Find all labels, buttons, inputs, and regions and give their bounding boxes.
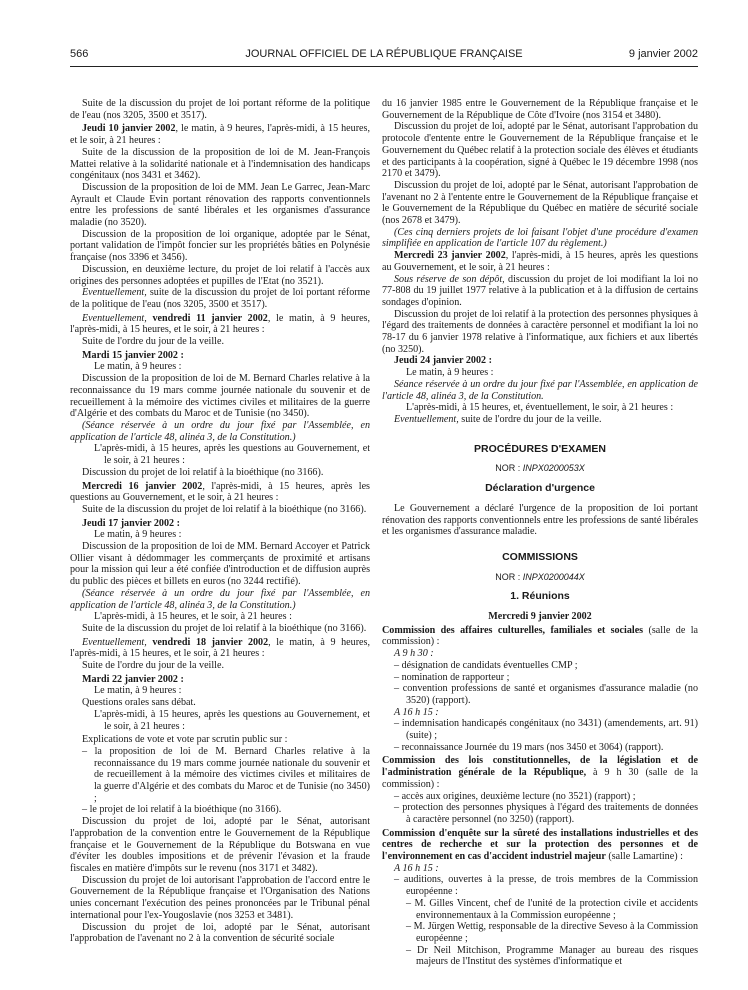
subsection-heading-reunions: 1. Réunions — [510, 590, 570, 603]
italic-lead: Sous réserve de son dépôt, — [394, 273, 505, 285]
paragraph: Suite de l'ordre du jour de la veille. — [82, 660, 224, 672]
session-time: L'après-midi, à 15 heures, après les questions au Gouvernement, et le soir, à 21 heures : — [94, 443, 370, 467]
paragraph: Discussion de la proposition de loi de M. Bernard Charles relative à la reconnaissance du 19 mars comme journée nationale du souvenir et de recueillement à la mémoire des victimes civiles et militaires de la guerre d'Algérie et des combats du Maroc et de Tunisie (no 3450). — [70, 373, 370, 420]
spacer — [382, 426, 698, 444]
paragraph: Discussion de la proposition de loi de MM. Bernard Accoyer et Patrick Ollier visant à dédommager les commerçants de proximité et artisans pour la mission qui leur a été confiée d'introduction et de diffusion auprès du public des pièces et billets en euros (no 3244 rectifié). — [70, 541, 370, 588]
nor-label: NOR : — [495, 463, 521, 474]
left-column — [70, 98, 370, 945]
meeting-time: A 16 h 15 : — [394, 706, 439, 718]
meeting-date: Mercredi 9 janvier 2002 — [488, 611, 592, 623]
sub-list-item: – Dr Neil Mitchison, Programme Manager au bureau des risques majeurs de l'Institut des systèmes d'informatique et — [406, 944, 698, 968]
header-rule — [70, 66, 698, 67]
agenda-date: Mardi 22 janvier 2002 : — [82, 673, 184, 685]
paragraph: Discussion du projet de loi, adopté par le Sénat, autorisant l'approbation de l'avenant no 2 à la convention de sécurité sociale — [70, 921, 370, 945]
paragraph: Discussion de la proposition de loi de MM. Jean Le Garrec, Jean-Marc Ayrault et Claude Evin portant rénovation des rapports conventionnels entre les professions de santé libérales et les organismes d'assurance maladie (no 3520). — [70, 181, 370, 229]
list-item: – accès aux origines, deuxième lecture (no 3521) (rapport) ; — [394, 790, 636, 802]
agenda-day — [70, 123, 370, 146]
spacer — [382, 538, 698, 552]
agenda-date: vendredi 11 janvier 2002 — [146, 312, 268, 324]
paragraph: Suite de la discussion du projet de loi relatif à la bioéthique (no 3166). — [82, 622, 367, 634]
paragraph: Discussion du projet de loi, adopté par le Sénat, autorisant l'approbation de la convention entre le Gouvernement de la République française et le Gouvernement de la République du Botswana en vue d'éviter les doubles impositions et de prévenir l'évasion et la fraude fiscales en matière d'impôts sur le revenu (nos 3171 et 3482). — [70, 816, 370, 874]
agenda-times: , le matin, à 9 heures, l'après-midi, à 15 heures, et le soir, à 21 heures : — [70, 636, 370, 660]
paragraph: Discussion, en deuxième lecture, du projet de loi relatif à l'accès aux origines des personnes adoptées et pupilles de l'Etat (no 3521). — [70, 263, 370, 287]
list-item: – reconnaissance Journée du 19 mars (nos 3450 et 3064) (rapport). — [394, 741, 664, 753]
session-note: Séance réservée à un ordre du jour fixé par l'Assemblée, en application de l'article 48, alinéa 3, de la Constitution. — [382, 378, 698, 402]
paragraph: Questions orales sans débat. — [82, 697, 196, 709]
paragraph — [70, 287, 370, 310]
commission-entry — [382, 625, 698, 648]
agenda-times: , le matin, à 9 heures, l'après-midi, à 15 heures, et le soir, à 21 heures : — [70, 312, 370, 336]
commission-name: Commission d'enquête sur la sûreté des installations industrielles et des centres de recherche et sur la protection des personnes et de l'environnement en cas d'accident industriel majeur — [382, 827, 698, 863]
session-time: Le matin, à 9 heures : — [94, 529, 182, 541]
list-item: – désignation de candidats éventuelles CMP ; — [394, 659, 578, 671]
italic-lead: Eventuellement, — [82, 636, 147, 648]
agenda-times: , l'après-midi, à 15 heures, après les questions au Gouvernement, et le soir, à 21 heures : — [70, 480, 370, 504]
nor-label: NOR : — [495, 571, 521, 582]
sub-list-item: – M. Gilles Vincent, chef de l'unité de la protection civile et accidents environnementaux à la Commission européenne ; — [406, 897, 698, 921]
session-time: Le matin, à 9 heures : — [94, 685, 182, 697]
italic-lead: Eventuellement, — [394, 413, 459, 425]
spacer — [382, 455, 698, 463]
list-item: – indemnisation handicapés congénitaux (no 3431) (amendements, art. 91) (suite) ; — [394, 718, 698, 742]
session-time: L'après-midi, à 15 heures, et le soir, à 21 heures : — [94, 611, 292, 623]
journal-title: JOURNAL OFFICIEL DE LA RÉPUBLIQUE FRANÇAISE — [245, 48, 523, 60]
nor-reference — [382, 463, 698, 475]
session-time: Le matin, à 9 heures : — [94, 361, 182, 373]
running-header — [70, 48, 698, 64]
paragraph: Discussion du projet de loi, adopté par le Sénat, autorisant l'approbation du protocole d'entente entre le Gouvernement de la République française et le Gouvernement du Québec relatif à la protection sociale des élèves et étudiants et des participants à la coopération, signé à Québec le 19 décembre 1998 (nos 2170 et 3479). — [382, 121, 698, 180]
commission-location: (salle Lamartine) : — [605, 851, 683, 863]
paragraph: Discussion de la proposition de loi organique, adoptée par le Sénat, portant validation de l'impôt foncier sur les propriétés bâties en Polynésie française (nos 3396 et 3456). — [70, 228, 370, 264]
commission-name: Commission des lois constitutionnelles, de la législation et de l'administration générale de la République, — [382, 755, 698, 779]
meeting-time: A 16 h 15 : — [394, 862, 439, 874]
session-time: Le matin, à 9 heures : — [406, 367, 494, 379]
nor-code: INPX0200053X — [522, 463, 585, 474]
list-item: – la proposition de loi de M. Bernard Charles relative à la reconnaissance du 19 mars comme journée nationale du souvenir et de recueillement à la mémoire des victimes civiles et militaires de la guerre d'Algérie et des combats du Maroc et de Tunisie (no 3450) ; — [82, 745, 370, 804]
paragraph-text: discussion du projet de loi modifiant la loi no 77-808 du 19 juillet 1977 relative à la publication et à la diffusion de certains sondages d'opinion. — [382, 273, 699, 308]
agenda-date: Jeudi 17 janvier 2002 : — [82, 517, 180, 529]
agenda-date: Mercredi 16 janvier 2002 — [82, 480, 203, 492]
commission-location: (salle de la commission) : — [382, 624, 698, 648]
paragraph: Suite de la discussion du projet de loi relatif à la bioéthique (no 3166). — [82, 503, 367, 515]
session-note: (Séance réservée à un ordre du jour fixé par l'Assemblée, en application de l'article 48, alinéa 3, de la Constitution.) — [70, 587, 370, 611]
agenda-day — [382, 250, 698, 273]
spacer — [382, 495, 698, 503]
paragraph: Suite de la discussion du projet de loi portant réforme de la politique de l'eau (nos 3205, 3500 et 3517). — [70, 98, 370, 121]
list-item: – nomination de rapporteur ; — [394, 671, 510, 683]
paragraph: Le Gouvernement a déclaré l'urgence de la proposition de loi portant rénovation des rapports conventionnels entre les professions de santé libérales et les organismes d'assurance maladie. — [382, 502, 698, 538]
agenda-date: vendredi 18 janvier 2002 — [146, 636, 269, 648]
agenda-date: Jeudi 10 janvier 2002 — [82, 123, 176, 135]
commission-entry — [382, 755, 698, 790]
subsection-heading-urgence: Déclaration d'urgence — [485, 482, 595, 495]
list-item: – convention professions de santé et organismes d'assurance maladie (no 3520) (rapport). — [394, 683, 698, 706]
nor-reference — [382, 572, 698, 584]
agenda-times: , le matin, à 9 heures, l'après-midi, à 15 heures, et le soir, à 21 heures : — [70, 123, 370, 147]
list-item: – protection des personnes physiques à l'égard des traitements de données à caractère personnel (no 3250) (rapport). — [394, 802, 698, 825]
section-heading-procedures: PROCÉDURES D'EXAMEN — [473, 442, 606, 455]
agenda-day — [70, 481, 370, 504]
sub-list-item: – M. Jürgen Wettig, responsable de la directive Seveso à la Commission européenne ; — [406, 921, 698, 944]
commission-location: à 9 h 30 (salle de la commission) : — [382, 767, 698, 790]
paragraph-text: suite de la discussion du projet de loi portant réforme de la politique de l'eau (nos 3205, 3500 et 3517). — [70, 287, 370, 310]
paragraph: du 16 janvier 1985 entre le Gouvernement de la République française et le Gouvernement de la République de Côte d'Ivoire (nos 3154 et 3480). — [382, 98, 698, 121]
commission-entry — [382, 828, 698, 863]
nor-code: INPX0200044X — [522, 571, 585, 582]
agenda-date: Jeudi 24 janvier 2002 : — [394, 355, 492, 367]
session-note: (Séance réservée à un ordre du jour fixé par l'Assemblée, en application de l'article 48, alinéa 3, de la Constitution.) — [70, 419, 370, 443]
paragraph-text: suite de l'ordre du jour de la veille. — [458, 413, 602, 425]
paragraph: Discussion du projet de loi relatif à la protection des personnes physiques à l'égard des traitements de données à caractère personnel et modifiant la loi no 78-17 du 6 janvier 1978 relative à l'informatique, aux fichiers et aux libertés (no 3250). — [382, 308, 698, 355]
spacer — [382, 603, 698, 611]
session-time: L'après-midi, à 15 heures, après les questions au Gouvernement, et le soir, à 21 heures : — [94, 708, 370, 732]
page-number: 566 — [70, 48, 89, 60]
paragraph — [382, 414, 698, 426]
paragraph: Discussion du projet de loi relatif à la bioéthique (no 3166). — [82, 466, 324, 478]
section-heading-commissions: COMMISSIONS — [502, 550, 578, 563]
agenda-date: Mercredi 23 janvier 2002 — [394, 250, 506, 262]
agenda-date: Mardi 15 janvier 2002 : — [82, 349, 184, 361]
paragraph: Discussion du projet de loi autorisant l'approbation de l'accord entre le Gouvernement de la République française et l'Organisation des Nations unies concernant l'exécution des peines prononcées par le Tribunal pénal international pour l'ex-Yougoslavie (nos 3253 et 3481). — [70, 874, 370, 921]
agenda-times: , l'après-midi, à 15 heures, après les questions au Gouvernement, et le soir, à 21 heures : — [382, 250, 698, 273]
italic-lead: Eventuellement, — [82, 312, 147, 324]
spacer — [382, 564, 698, 572]
session-note: (Ces cinq derniers projets de loi faisant l'objet d'une procédure d'examen simplifiée en application de l'article 107 du règlement.) — [382, 226, 698, 250]
agenda-day — [70, 637, 370, 660]
paragraph — [382, 274, 698, 309]
paragraph: Explications de vote et vote par scrutin public sur : — [82, 734, 288, 746]
paragraph: Discussion du projet de loi, adopté par le Sénat, autorisant l'approbation de l'avenant no 2 à l'entente entre le Gouvernement de la République française et le Gouvernement de la République du Québec en matière de sécurité sociale (nos 2678 et 3479). — [382, 179, 698, 227]
list-item: – auditions, ouvertes à la presse, de trois membres de la Commission européenne : — [394, 874, 698, 898]
issue-date: 9 janvier 2002 — [628, 48, 698, 60]
commission-name: Commission des affaires culturelles, familiales et sociales — [382, 624, 644, 636]
paragraph: Suite de l'ordre du jour de la veille. — [82, 336, 224, 348]
list-item: – le projet de loi relatif à la bioéthique (no 3166). — [82, 804, 282, 816]
right-column — [382, 98, 698, 968]
meeting-time: A 9 h 30 : — [394, 648, 434, 660]
session-time: L'après-midi, à 15 heures, et, éventuellement, le soir, à 21 heures : — [406, 402, 674, 414]
italic-lead: Eventuellement, — [82, 287, 147, 299]
paragraph: Suite de la discussion de la proposition de loi de M. Jean-François Mattei relative à la solidarité nationale et à l'indemnisation des handicaps congénitaux (nos 3431 et 3462). — [70, 146, 370, 182]
agenda-day — [70, 313, 370, 336]
